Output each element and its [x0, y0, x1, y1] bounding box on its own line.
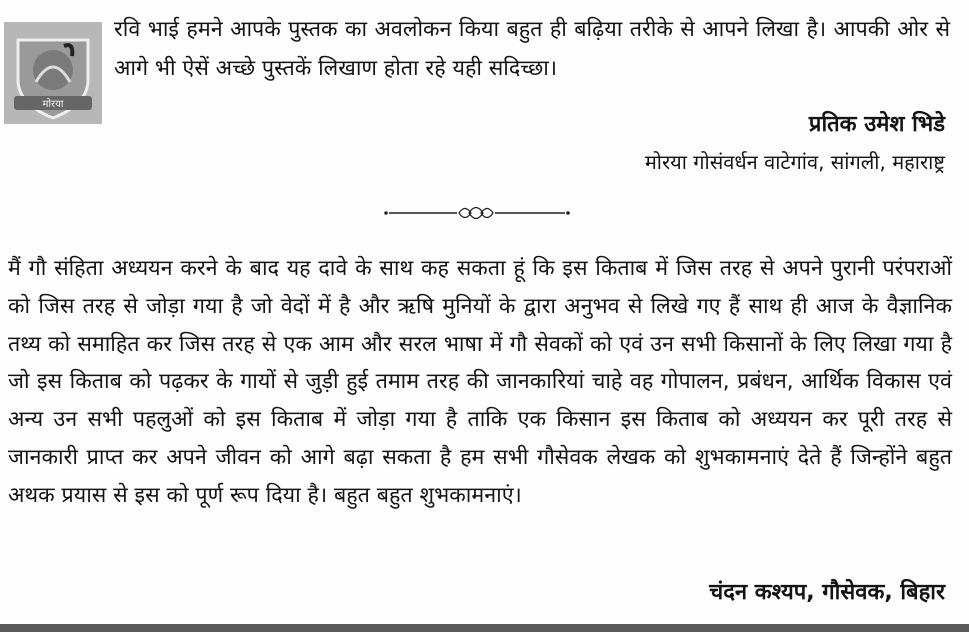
bottom-edge-bar — [0, 624, 969, 632]
svg-text:मोरया: मोरया — [42, 99, 64, 110]
top-review-text: रवि भाई हमने आपके पुस्तक का अवलोकन किया बहुत ही बढ़िया तरीके से आपने लिखा है। आपकी ओर से आगे भी ऐसें अच्छे पुस्तकें लिखाण होता रहे यही सदिच्छा। — [114, 17, 950, 81]
morya-logo — [4, 22, 102, 124]
ornamental-divider — [383, 200, 571, 224]
top-review-location: मोरया गोसंवर्धन वाटेगांव, सांगली, महाराष्ट्र — [644, 150, 945, 174]
bottom-review-text: मैं गौ संहिता अध्ययन करने के बाद यह दावे के साथ कह सकता हूं कि इस किताब में जिस तरह से अपने पुरानी परंपराओं को जिस तरह से जोड़ा गया है जो वेदों में है और ऋषि मुनियों के द्वारा अनुभव से लिखे गए हैं साथ ही आज के वैज्ञानिक तथ्य को समाहित कर जिस तरह से एक आम और सरल भाषा में गौ सेवकों को एवं उन सभी किसानों के लिए लिखा गया है जो इस किताब को पढ़कर के गायों से जुड़ी हुई तमाम तरह की जानकारियां चाहे वह गोपालन, प्रबंधन, आर्थिक विकास एवं अन्य उन सभी पहलुओं को इस किताब में जोड़ा गया है ताकि एक किसान इस किताब को अध्ययन कर पूरी तरह से जानकारी प्राप्त कर अपने जीवन को आगे बढ़ा सकता है हम सभी गौसेवक लेखक को शुभकामनाएं देते हैं जिन्होंने बहुत अथक प्रयास से इस को पूर्ण रूप दिया है। बहुत बहुत शुभकामनाएं। — [8, 256, 952, 508]
top-review-author: प्रतिक उमेश भिडे — [808, 112, 945, 137]
bottom-review-author: चंदन कश्यप, गौसेवक, बिहार — [709, 580, 945, 605]
